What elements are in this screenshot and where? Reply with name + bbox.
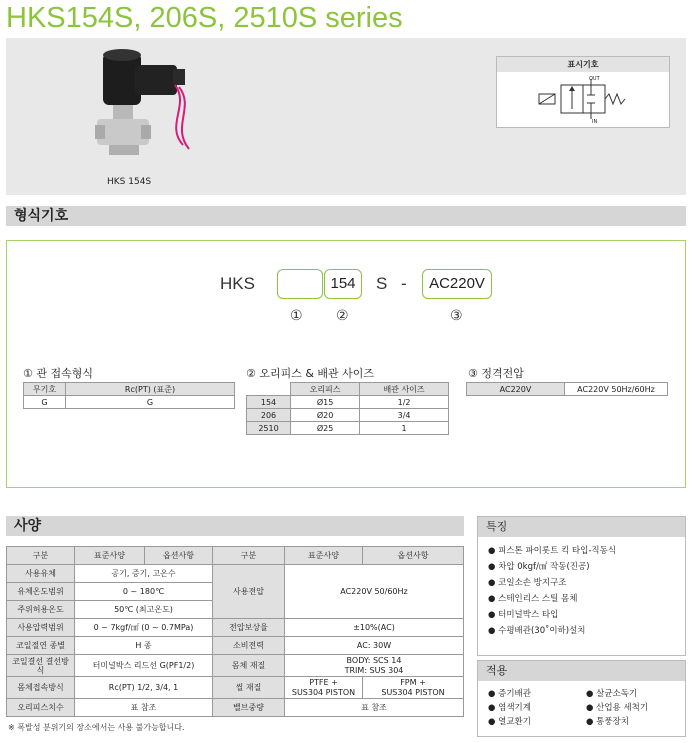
code-box-orifice: 154: [324, 269, 362, 299]
app-item: ● 열교환기: [488, 717, 531, 727]
spec-value: [285, 677, 363, 699]
voltage-cell: AC220V 50Hz/60Hz: [565, 383, 668, 396]
conn-header: Rc(PT) (표준): [66, 383, 235, 396]
orifice-title: ② 오리피스 & 배관 사이즈: [246, 367, 375, 380]
features-panel: [477, 516, 686, 656]
spec-value: [363, 677, 464, 699]
spec-label: 사용압력범위: [7, 619, 75, 637]
code-box-connection: [277, 269, 323, 299]
conn-cell: G: [66, 396, 235, 409]
spec-label: 몸체 재질: [213, 655, 285, 677]
orifice-table: [246, 382, 449, 435]
valve-product-image: [95, 45, 210, 170]
page-title: HKS154S, 206S, 2510S series: [6, 2, 403, 34]
spec-value: 공기, 증기, 고온수: [75, 565, 213, 583]
feature-item: ● 코일소손 방지구조: [488, 578, 567, 588]
orifice-cell: 206: [247, 409, 291, 422]
spec-label: 코일절연 종별: [7, 637, 75, 655]
orifice-cell: Ø25: [291, 422, 360, 435]
spec-value: 0 ~ 7kgf/㎠ (0 ~ 0.7MPa): [75, 619, 213, 637]
feature-text: 코일소손 방지구조: [498, 578, 567, 588]
feature-item: ● 터미널박스 타입: [488, 610, 559, 620]
app-text: 열교환기: [498, 717, 531, 727]
app-text: 염색기계: [498, 703, 531, 713]
feature-item: ● 스테인리스 스틸 몸체: [488, 594, 578, 604]
feature-text: 차압 0kgf/㎠ 작동(진공): [498, 562, 590, 572]
product-caption: HKS 154S: [107, 177, 152, 187]
orifice-cell: 2510: [247, 422, 291, 435]
code-mid: S: [376, 274, 388, 293]
symbol-panel: [496, 56, 670, 128]
conn-cell: G: [24, 396, 66, 409]
spec-header: 구분: [213, 547, 285, 565]
spec-value: Rc(PT) 1/2, 3/4, 1: [75, 677, 213, 699]
app-item: ● 증기배관: [488, 689, 531, 699]
spec-label: 오리피스치수: [7, 699, 75, 717]
apps-col-left: [488, 687, 531, 729]
conn-table: [23, 382, 235, 409]
seal-standard-2: SUS304 PISTON: [291, 687, 356, 697]
spec-label: 밸브중량: [213, 699, 285, 717]
feature-text: 피스톤 파이롯트 킥 타입-직동식: [498, 546, 617, 556]
spec-value: AC: 30W: [285, 637, 464, 655]
orifice-cell: 154: [247, 396, 291, 409]
feature-item: ● 차압 0kgf/㎠ 작동(진공): [488, 562, 590, 572]
in-label: IN: [592, 119, 598, 125]
feature-item: ● 수평배관(30˚이하)설치: [488, 626, 586, 636]
app-item: ● 살균소독기: [586, 689, 638, 699]
orifice-header: 오리피스: [291, 383, 360, 396]
symbol-header: 표시기호: [497, 57, 669, 72]
spec-label: 유체온도범위: [7, 583, 75, 601]
orifice-cell: 3/4: [360, 409, 449, 422]
spec-label: 소비전력: [213, 637, 285, 655]
code-dash: -: [401, 274, 407, 293]
spec-value: AC220V 50/60Hz: [285, 565, 464, 619]
spec-header: 표준사양: [285, 547, 363, 565]
voltage-cell: AC220V: [467, 383, 565, 396]
trim-material: TRIM: SUS 304: [344, 665, 404, 675]
spec-value: 표 참조: [285, 699, 464, 717]
app-item: ● 염색기계: [488, 703, 531, 713]
app-text: 산업용 세척기: [596, 703, 649, 713]
spec-header: 구분: [7, 547, 75, 565]
voltage-title: ③ 정격전압: [468, 367, 524, 380]
code-num-1: ①: [290, 308, 303, 324]
model-code-panel: [6, 240, 686, 488]
code-num-2: ②: [336, 308, 349, 324]
feature-text: 터미널박스 타입: [498, 610, 559, 620]
app-item: ● 산업용 세척기: [586, 703, 649, 713]
app-item: ● 통풍장치: [586, 717, 629, 727]
warning-note: ※ 폭발성 분위기의 장소에서는 사용 불가능합니다.: [8, 723, 185, 732]
orifice-cell: 1: [360, 422, 449, 435]
feature-item: ● 피스톤 파이롯트 킥 타입-직동식: [488, 546, 617, 556]
spec-value: 0 ~ 180℃: [75, 583, 213, 601]
app-text: 증기배관: [498, 689, 531, 699]
features-heading: 특징: [478, 517, 685, 537]
spec-label: 주위허용온도: [7, 601, 75, 619]
spec-label: 전압보상율: [213, 619, 285, 637]
feature-text: 수평배관(30˚이하)설치: [498, 626, 586, 636]
app-text: 살균소독기: [596, 689, 638, 699]
conn-title: ① 관 접속형식: [23, 367, 93, 380]
orifice-cell: Ø20: [291, 409, 360, 422]
spec-value: 50℃ (최고온도): [75, 601, 213, 619]
spec-value: ±10%(AC): [285, 619, 464, 637]
valve-symbol-icon: [533, 75, 633, 125]
orifice-cell: 1/2: [360, 396, 449, 409]
spec-header: 옵션사항: [363, 547, 464, 565]
code-box-voltage: AC220V: [422, 269, 492, 299]
voltage-table: [466, 382, 668, 396]
seal-option-1: FPM +: [400, 677, 426, 687]
spec-value: H 종: [75, 637, 213, 655]
spec-header: 옵션사항: [145, 547, 213, 565]
spec-label: 씰 재질: [213, 677, 285, 699]
spec-label: 몸체접속방식: [7, 677, 75, 699]
applications-panel: [477, 660, 686, 737]
coil-wiring-label: 코일결선 결선방식: [12, 656, 69, 675]
seal-option-2: SUS304 PISTON: [381, 687, 445, 697]
spec-value: 표 참조: [75, 699, 213, 717]
feature-text: 스테인리스 스틸 몸체: [498, 594, 578, 604]
orifice-header: 배관 사이즈: [360, 383, 449, 396]
spec-value: [285, 655, 464, 677]
code-prefix: HKS: [220, 274, 255, 293]
applications-heading: 적용: [478, 661, 685, 681]
spec-label: 사용유체: [7, 565, 75, 583]
spec-label: 사용전압: [213, 565, 285, 619]
spec-value: 터미널박스 리드선 G(PF1/2): [75, 655, 213, 677]
conn-header: 무기호: [24, 383, 66, 396]
spec-table: [6, 546, 464, 717]
orifice-corner: [247, 383, 291, 396]
spec-label: [7, 655, 75, 677]
spec-header: 표준사양: [75, 547, 145, 565]
body-material: BODY: SCS 14: [346, 655, 402, 665]
seal-standard-1: PTFE +: [309, 677, 338, 687]
code-num-3: ③: [450, 308, 463, 324]
out-label: OUT: [589, 76, 600, 82]
app-text: 통풍장치: [596, 717, 629, 727]
orifice-cell: Ø15: [291, 396, 360, 409]
apps-col-right: [586, 687, 648, 729]
spec-section-heading: 사양: [6, 516, 464, 536]
model-section-heading: 형식기호: [6, 206, 686, 226]
